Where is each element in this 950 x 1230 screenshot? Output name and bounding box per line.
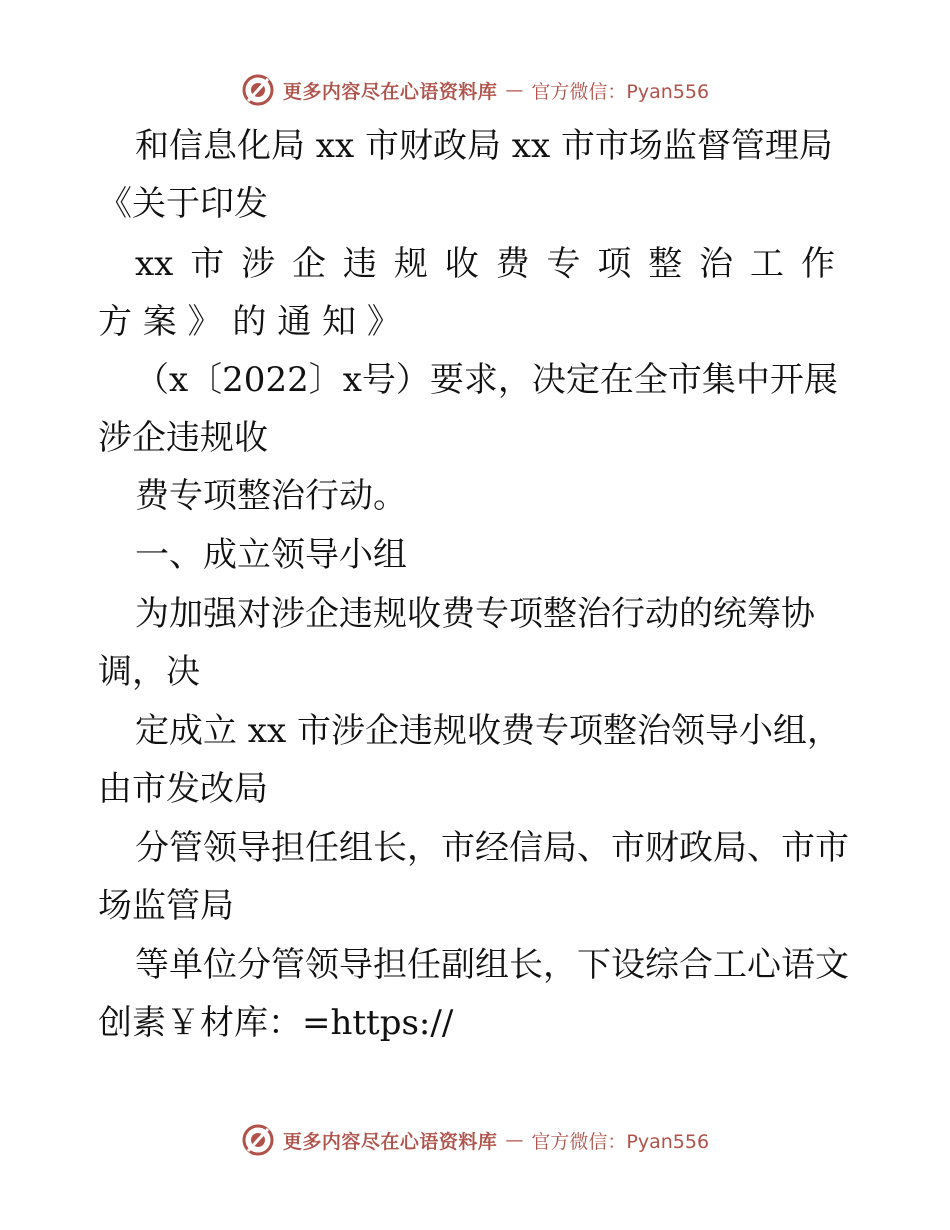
spread-char: 工 <box>750 244 785 284</box>
text-line: 为加强对涉企违规收费专项整治行动的统筹协 <box>135 594 815 634</box>
banner-separator: — <box>505 79 524 101</box>
spread-char: 市 <box>190 244 225 284</box>
spread-char: 整 <box>648 244 683 284</box>
spread-char: 治 <box>699 244 734 284</box>
banner-text: 更多内容尽在心语资料库 <box>282 1130 498 1153</box>
section-heading: 一、成立领导小组 <box>135 535 407 575</box>
spread-char: 专 <box>546 244 581 284</box>
banner-separator: — <box>505 1129 524 1151</box>
text-line: （x〔2022〕x号）要求，决定在全市集中开展 <box>135 360 838 400</box>
text-line: 等单位分管领导担任副组长，下设综合工心语文 <box>135 945 849 985</box>
spread-char: 作 <box>800 244 835 284</box>
spread-text-line <box>135 244 835 284</box>
banner-wechat: 官方微信：Pyan556 <box>531 1130 710 1153</box>
text-line: 调，决 <box>98 652 200 692</box>
seal-icon <box>241 73 275 107</box>
text-line: 定成立 xx 市涉企违规收费专项整治领导小组， <box>135 711 841 751</box>
spread-char: 违 <box>342 244 377 284</box>
banner-wechat: 官方微信：Pyan556 <box>531 80 710 103</box>
seal-icon <box>241 1123 275 1157</box>
text-line: 分管领导担任组长，市经信局、市财政局、市市 <box>135 828 849 868</box>
header-banner <box>0 70 950 110</box>
spread-char: xx <box>135 244 174 284</box>
footer-banner <box>0 1120 950 1160</box>
spread-char: 收 <box>444 244 479 284</box>
banner-text: 更多内容尽在心语资料库 <box>282 80 498 103</box>
spread-char: 规 <box>393 244 428 284</box>
spread-char: 费 <box>495 244 530 284</box>
text-line: 涉企违规收 <box>98 418 268 458</box>
text-line: 方 案 》 的 通 知 》 <box>98 302 401 342</box>
text-line: 场监管局 <box>98 886 234 926</box>
text-line: 费专项整治行动。 <box>135 476 407 516</box>
text-line: 和信息化局 xx 市财政局 xx 市市场监督管理局 <box>135 126 833 166</box>
spread-char: 涉 <box>241 244 276 284</box>
text-line: 由市发改局 <box>98 769 268 809</box>
text-line: 创素￥材库：=https:// <box>98 1003 454 1043</box>
text-line: 《关于印发 <box>98 184 268 224</box>
spread-char: 项 <box>597 244 632 284</box>
spread-char: 企 <box>292 244 327 284</box>
